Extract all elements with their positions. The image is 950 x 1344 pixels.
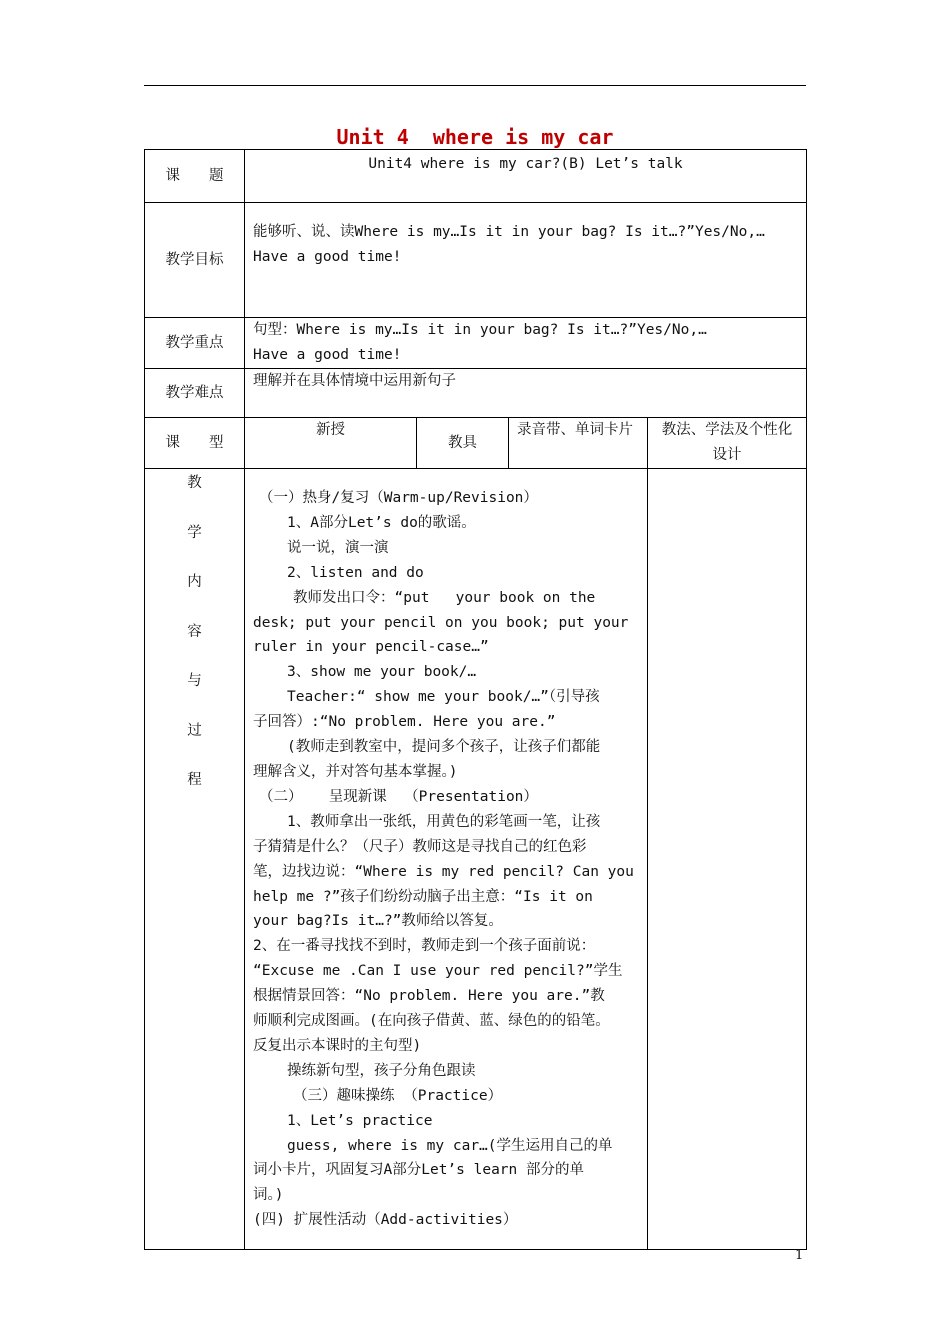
content-label-char: 学 [187, 524, 202, 541]
lesson-plan-table [144, 149, 807, 1250]
tools-label: 教具 [417, 418, 509, 469]
row-content [145, 469, 807, 1250]
content-line: 1、教师拿出一张纸，用黄色的彩笔画一笔，让孩 [287, 813, 601, 830]
content-label-char: 程 [187, 772, 202, 788]
content-line: guess, where is my car…(学生运用自己的单 [287, 1137, 613, 1154]
row-key-points [145, 318, 807, 369]
content-line: 2、listen and do [287, 564, 424, 581]
content-line: 子回答）:“No problem. Here you are.” [253, 714, 556, 731]
content-line: （一）热身/复习（Warm-up/Revision） [259, 490, 538, 506]
header-rule [144, 85, 806, 86]
difficulty-label: 教学难点 [145, 369, 245, 418]
row-difficulty [145, 369, 807, 418]
row-lesson-type [145, 418, 807, 469]
content-line: 操练新句型，孩子分角色跟读 [287, 1062, 476, 1079]
content-label [145, 469, 245, 1250]
content-body [245, 469, 648, 1250]
content-line: 2、在一番寻找找不到时，教师走到一个孩子面前说： [253, 938, 596, 955]
content-line: 子猜猜是什么？（尺子）教师这是寻找自己的红色彩 [253, 838, 587, 855]
content-line: （三）趣味操练 （Practice） [293, 1087, 503, 1104]
content-line: 说一说，演一演 [287, 539, 389, 556]
content-line: 1、Let’s practice [287, 1112, 433, 1129]
content-label-char: 过 [187, 722, 202, 739]
content-line: 3、show me your book/… [287, 664, 477, 681]
content-line: 笔，边找边说：“Where is my red pencil? Can you [253, 863, 634, 880]
content-line: (四) 扩展性活动（Add-activities） [253, 1212, 518, 1229]
content-line: （二） 呈现新课 （Presentation） [259, 788, 538, 805]
content-line: “Excuse me .Can I use your red pencil?”学生 [253, 963, 623, 980]
content-line: 理解含义，并对答句基本掌握。) [253, 763, 458, 780]
content-line: 1、A部分Let’s do的歌谣。 [287, 514, 476, 531]
content-line: help me ?”孩子们纷纷动脑子出主意：“Is it on [253, 888, 593, 905]
content-line: Teacher:“ show me your book/…”（引导孩 [287, 689, 600, 706]
key-line: Have a good time! [253, 347, 402, 363]
content-line: ruler in your pencil-case…” [253, 639, 489, 656]
content-label-char: 与 [187, 673, 202, 689]
type-label: 课 型 [145, 418, 245, 469]
content-line: 反复出示本课时的主句型) [253, 1037, 422, 1054]
tools-value: 录音带、单词卡片 [509, 418, 648, 469]
difficulty-value: 理解并在具体情境中运用新句子 [245, 369, 807, 418]
key-value [245, 318, 807, 369]
goal-line: Have a good time! [253, 249, 402, 265]
topic-value: Unit4 where is my car?(B) Let’s talk [245, 150, 807, 203]
content-label-char: 容 [187, 623, 202, 640]
type-value: 新授 [245, 418, 417, 469]
goal-label: 教学目标 [145, 203, 245, 318]
content-line: 根据情景回答：“No problem. Here you are.”教 [253, 988, 605, 1005]
methods-label: 教法、学法及个性化设计 [648, 418, 807, 469]
content-label-char: 教 [187, 475, 202, 491]
content-label-char: 内 [187, 574, 202, 590]
page-number: 1 [795, 1248, 804, 1263]
goal-value [245, 203, 807, 318]
row-topic [145, 150, 807, 203]
content-line: (教师走到教室中，提问多个孩子，让孩子们都能 [287, 739, 601, 756]
key-line: 句型：Where is my…Is it in your bag? Is it…?”Yes/No,… [253, 322, 707, 338]
document-title: Unit 4 where is my car [336, 125, 614, 149]
goal-line: 能够听、说、读Where is my…Is it in your bag? Is it…?”Yes/No,… [253, 224, 765, 240]
content-line: your bag?Is it…?”教师给以答复。 [253, 913, 503, 930]
content-line: 词。) [253, 1187, 284, 1204]
key-label: 教学重点 [145, 318, 245, 369]
content-line: desk; put your pencil on you book; put your [253, 614, 629, 631]
content-line: 词小卡片，巩固复习A部分Let’s learn 部分的单 [253, 1162, 584, 1179]
methods-column [648, 469, 807, 1250]
content-line: 师顺利完成图画。(在向孩子借黄、蓝、绿色的的铅笔。 [253, 1013, 610, 1030]
row-goal [145, 203, 807, 318]
content-line: 教师发出口令：“put your book on the [293, 589, 596, 606]
topic-label: 课 题 [145, 150, 245, 203]
